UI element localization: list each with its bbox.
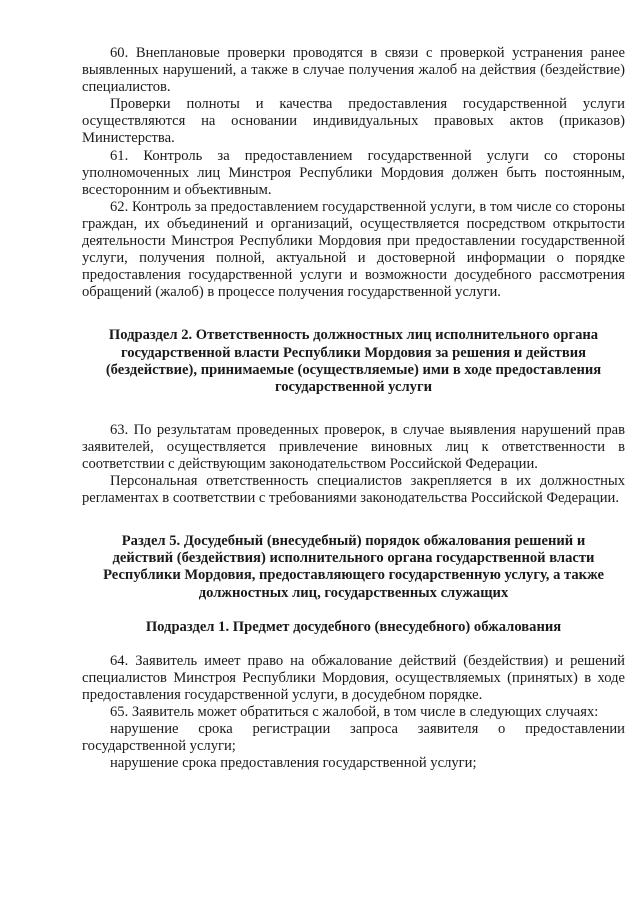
paragraph-personal-responsibility: Персональная ответственность специалистов закрепляется в их должностных регламентах в соответствии с требованиями законодательства Российской Федерации.	[82, 473, 625, 507]
paragraph-60: 60. Внеплановые проверки проводятся в связи с проверкой устранения ранее выявленных нарушений, а также в случае получения жалоб на действия (бездействие) специалистов.	[82, 45, 625, 96]
subsection-1-heading: Подраздел 1. Предмет досудебного (внесудебного) обжалования	[145, 618, 562, 635]
paragraph-65: 65. Заявитель может обратиться с жалобой, в том числе в следующих случаях:	[110, 704, 599, 720]
subsection-2-heading: Подраздел 2. Ответственность должностных лиц исполнительного органа государственной власти Республики Мордовия за решения и действия (бездействие), принимаемые (осуществляемые) ими в ходе предоставления государственной услуги	[105, 327, 602, 395]
paragraph-64: 64. Заявитель имеет право на обжалование действий (бездействия) и решений специалистов Минстроя Республики Мордовия, осуществляемых (принятых) в ходе предоставления государственной услуги, в досудебном порядке.	[82, 652, 625, 703]
document-body	[82, 45, 625, 772]
list-item-registration-deadline: нарушение срока регистрации запроса заявителя о предоставлении государственной услуги;	[82, 721, 625, 755]
section-5-heading: Раздел 5. Досудебный (внесудебный) порядок обжалования решений и действий (бездействия) исполнительного органа государственной власти Республики Мордовия, предоставляющего государственную услугу, а также должностных лиц, государственных служащих	[103, 533, 604, 601]
list-item-service-deadline: нарушение срока предоставления государственной услуги;	[110, 755, 477, 772]
paragraph-62: 62. Контроль за предоставлением государственной услуги, в том числе со стороны граждан, их объединений и организаций, осуществляется посредством открытости деятельности Минстроя Республики Мордовия при предоставлении государственной услуги, получения полной, актуальной и достоверной информации о порядке предоставления государственной услуги и возможности досудебного рассмотрения обращений (жалоб) в процессе получения государственной услуги.	[82, 198, 625, 301]
paragraph-61: 61. Контроль за предоставлением государственной услуги со стороны уполномоченных лиц Минстроя Республики Мордовия должен быть постоянным, всесторонним и объективным.	[82, 147, 625, 198]
paragraph-inspections: Проверки полноты и качества предоставления государственной услуги осуществляются на основании индивидуальных правовых актов (приказов) Министерства.	[82, 96, 625, 147]
paragraph-63: 63. По результатам проведенных проверок, в случае выявления нарушений прав заявителей, осуществляется привлечение виновных лиц к ответственности в соответствии с действующим законодательством Российской Федерации.	[82, 421, 625, 472]
